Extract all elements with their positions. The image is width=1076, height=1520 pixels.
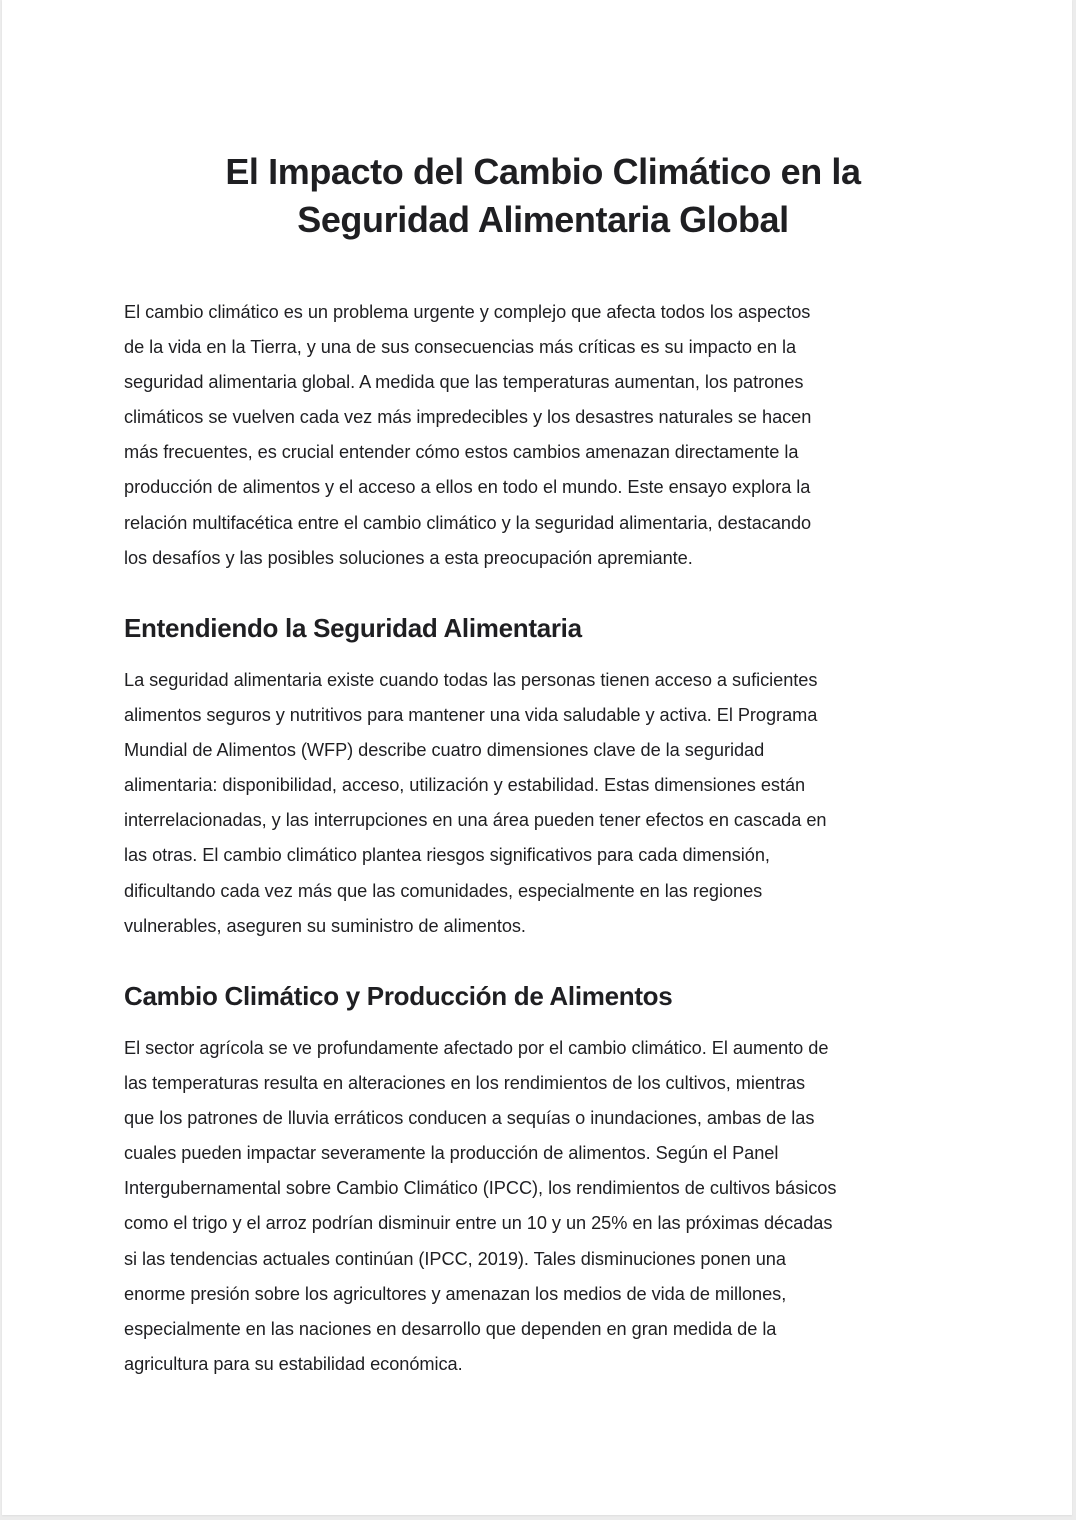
text-line: más frecuentes, es crucial entender cómo estos cambios amenazan directamente la xyxy=(124,442,799,463)
text-line: seguridad alimentaria global. A medida que las temperaturas aumentan, los patrones xyxy=(124,372,804,393)
section-heading: Cambio Climático y Producción de Alimentos xyxy=(124,981,673,1011)
text-line: climáticos se vuelven cada vez más impredecibles y los desastres naturales se hacen xyxy=(124,407,812,428)
text-line: producción de alimentos y el acceso a ellos en todo el mundo. Este ensayo explora la xyxy=(124,477,811,498)
text-line: de la vida en la Tierra, y una de sus consecuencias más críticas es su impacto en la xyxy=(124,337,797,358)
section-food-security xyxy=(124,610,964,646)
document-page xyxy=(2,0,1072,1515)
section-heading: Entendiendo la Seguridad Alimentaria xyxy=(124,613,582,643)
text-line: El cambio climático es un problema urgente y complejo que afecta todos los aspectos xyxy=(124,302,811,322)
text-line: las temperaturas resulta en alteraciones en los rendimientos de los cultivos, mientras xyxy=(124,1073,806,1094)
intro-section xyxy=(124,295,964,576)
text-line: interrelacionadas, y las interrupciones en una área pueden tener efectos en cascada en xyxy=(124,810,827,831)
text-line: agricultura para su estabilidad económica. xyxy=(124,1353,463,1374)
section-food-security-body xyxy=(124,663,964,944)
text-line: las otras. El cambio climático plantea riesgos significativos para cada dimensión, xyxy=(124,845,770,866)
title-line: Seguridad Alimentaria Global xyxy=(297,199,789,240)
section-food-production xyxy=(124,978,964,1014)
section-paragraph xyxy=(124,663,964,944)
text-line: Intergubernamental sobre Cambio Climático (IPCC), los rendimientos de cultivos básicos xyxy=(124,1178,837,1199)
section-food-production-body xyxy=(124,1031,964,1382)
text-line: si las tendencias actuales continúan (IPCC, 2019). Tales disminuciones ponen una xyxy=(124,1248,786,1269)
text-line: La seguridad alimentaria existe cuando todas las personas tienen acceso a suficientes xyxy=(124,670,818,690)
text-line: cuales pueden impactar severamente la producción de alimentos. Según el Panel xyxy=(124,1143,779,1164)
text-line: alimentaria: disponibilidad, acceso, utilización y estabilidad. Estas dimensiones están xyxy=(124,775,806,796)
title-line: El Impacto del Cambio Climático en la xyxy=(225,151,861,192)
text-line: dificultando cada vez más que las comunidades, especialmente en las regiones xyxy=(124,880,763,901)
text-line: los desafíos y las posibles soluciones a esta preocupación apremiante. xyxy=(124,547,693,568)
text-line: relación multifacética entre el cambio climático y la seguridad alimentaria, destacando xyxy=(124,512,812,533)
document-title xyxy=(114,148,972,244)
text-line: alimentos seguros y nutritivos para mantener una vida saludable y activa. El Programa xyxy=(124,705,818,726)
intro-paragraph xyxy=(124,295,964,576)
text-line: especialmente en las naciones en desarrollo que dependen en gran medida de la xyxy=(124,1318,777,1339)
section-paragraph xyxy=(124,1031,964,1382)
text-line: El sector agrícola se ve profundamente afectado por el cambio climático. El aumento de xyxy=(124,1038,829,1058)
text-line: vulnerables, aseguren su suministro de alimentos. xyxy=(124,915,526,936)
text-line: que los patrones de lluvia erráticos conducen a sequías o inundaciones, ambas de las xyxy=(124,1108,815,1129)
text-line: Mundial de Alimentos (WFP) describe cuatro dimensiones clave de la seguridad xyxy=(124,740,765,761)
text-line: enorme presión sobre los agricultores y amenazan los medios de vida de millones, xyxy=(124,1283,787,1304)
text-line: como el trigo y el arroz podrían disminuir entre un 10 y un 25% en las próximas décadas xyxy=(124,1213,833,1234)
